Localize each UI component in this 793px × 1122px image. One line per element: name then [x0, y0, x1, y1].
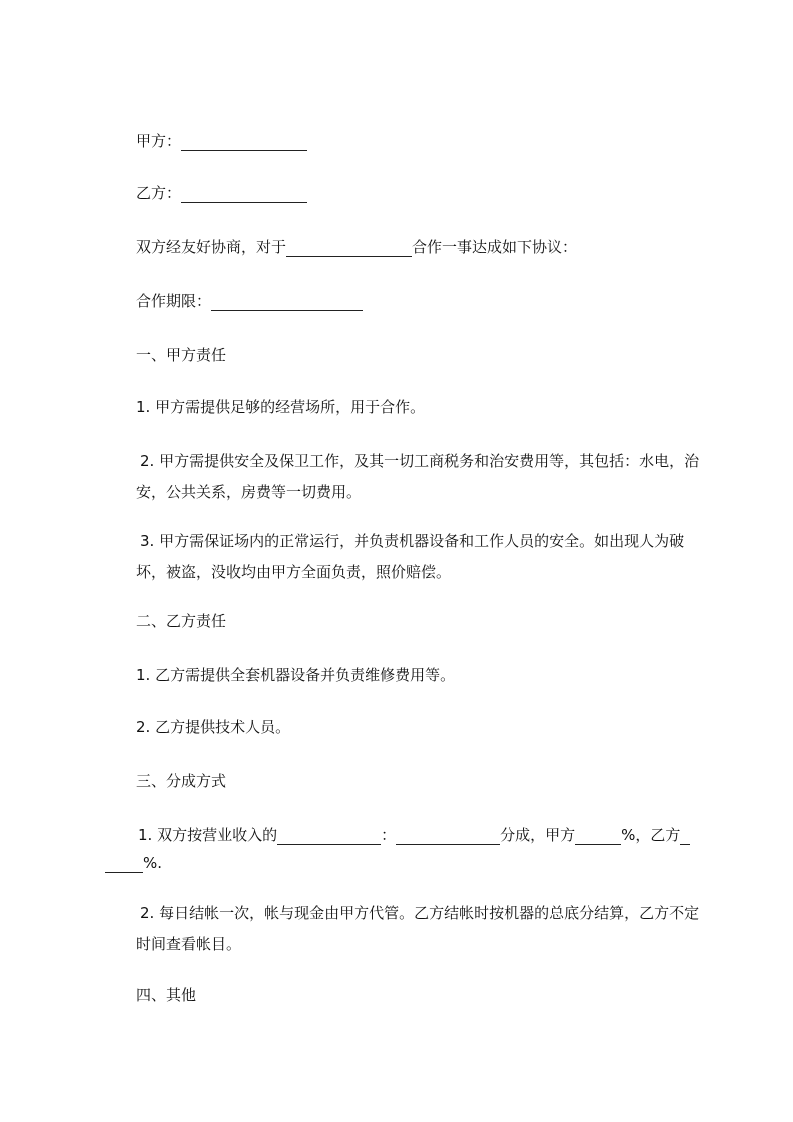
split-ratio-a-blank[interactable] — [277, 826, 381, 845]
party-b-blank[interactable] — [181, 184, 307, 203]
party-b-percent-blank[interactable] — [105, 854, 143, 873]
section-4-heading: 四、其他 — [136, 986, 197, 1004]
cooperation-subject-blank[interactable] — [286, 238, 412, 257]
party-b-percent-blank-start[interactable] — [680, 826, 690, 845]
section-3-item-1-line-1 — [138, 820, 690, 851]
section-3-item-2: 2. 每日结帐一次，帐与现金由甲方代管。乙方结帐时按机器的总底分结算，乙方不定时间查看帐目。 — [136, 904, 700, 953]
intro-line — [136, 232, 577, 263]
section-1-heading: 一、甲方责任 — [136, 346, 227, 364]
party-a-label: 甲方： — [136, 132, 182, 150]
revenue-split-prefix: 1. 双方按营业收入的 — [138, 826, 278, 844]
intro-prefix: 双方经友好协商，对于 — [136, 238, 287, 256]
split-ratio-b-blank[interactable] — [396, 826, 500, 845]
section-1-item-3: 3. 甲方需保证场内的正常运行，并负责机器设备和工作人员的安全。如出现人为破坏，被盗，没收均由甲方全面负责，照价赔偿。 — [136, 532, 685, 581]
section-1-item-2: 2. 甲方需提供安全及保卫工作，及其一切工商税务和治安费用等，其包括：水电，治安，公共关系，房费等一切费用。 — [136, 452, 700, 501]
term-line — [136, 286, 363, 317]
percent-end: %. — [143, 854, 163, 872]
section-3-item-1-line-2 — [105, 848, 162, 879]
section-1-item-1: 1. 甲方需提供足够的经营场所，用于合作。 — [136, 398, 426, 416]
party-a-line — [136, 126, 307, 157]
party-b-line — [136, 178, 307, 209]
intro-suffix: 合作一事达成如下协议： — [412, 238, 578, 256]
split-ratio-separator: ： — [381, 826, 397, 844]
party-a-percent-blank[interactable] — [575, 826, 621, 845]
party-a-blank[interactable] — [181, 132, 307, 151]
section-3-heading: 三、分成方式 — [136, 772, 227, 790]
party-a-share-label: 分成，甲方 — [500, 826, 576, 844]
term-label: 合作期限： — [136, 292, 212, 310]
section-2-item-2: 2. 乙方提供技术人员。 — [136, 718, 291, 736]
party-b-share-label: %，乙方 — [621, 826, 681, 844]
party-b-label: 乙方： — [136, 184, 182, 202]
section-2-item-1: 1. 乙方需提供全套机器设备并负责维修费用等。 — [136, 666, 456, 684]
term-blank[interactable] — [211, 292, 363, 311]
section-2-heading: 二、乙方责任 — [136, 612, 227, 630]
